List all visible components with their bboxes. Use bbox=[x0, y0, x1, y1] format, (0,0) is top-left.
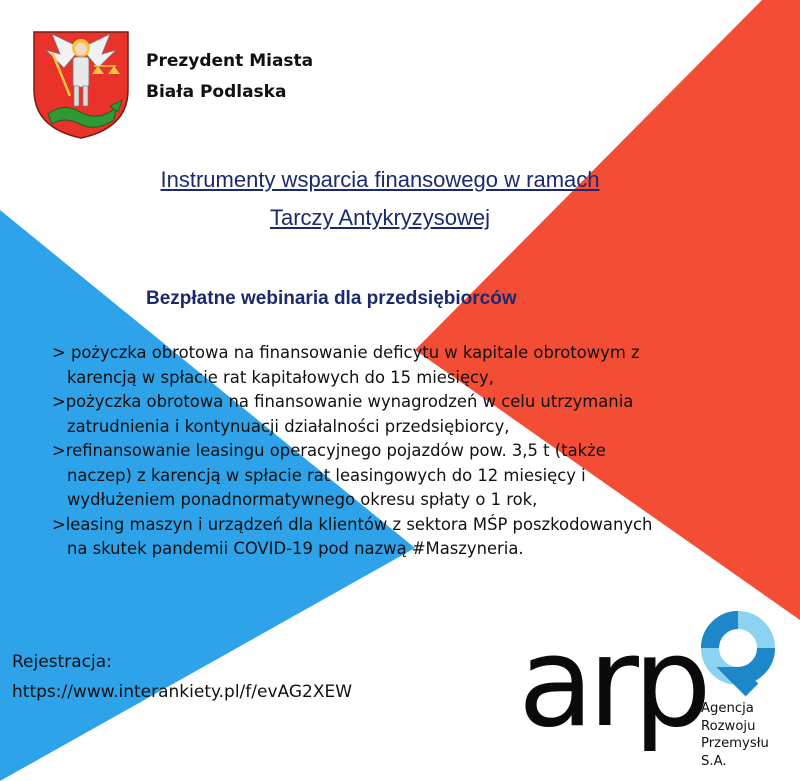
bullet-line: > pożyczka obrotowa na finansowanie deficytu w kapitale obrotowym z bbox=[52, 343, 640, 362]
bullet-list bbox=[52, 341, 652, 562]
bullet-item bbox=[52, 390, 652, 439]
bullet-line: naczep) z karencją w spłacie rat leasingowych do 12 miesięcy i bbox=[67, 465, 586, 485]
arp-tagline bbox=[701, 700, 769, 770]
bullet-item bbox=[52, 513, 652, 562]
bullet-item bbox=[52, 341, 652, 390]
bullet-line: zatrudnienia i kontynuacji działalności przedsiębiorcy, bbox=[67, 416, 510, 436]
main-title-line-1: Instrumenty wsparcia finansowego w ramach bbox=[160, 167, 600, 192]
arp-tagline-line: Agencja bbox=[701, 701, 754, 716]
arp-logo-word: arp bbox=[518, 611, 706, 755]
coat-of-arms-icon bbox=[30, 28, 132, 140]
header-title bbox=[146, 46, 313, 108]
subtitle: Bezpłatne webinaria dla przedsiębiorców bbox=[146, 288, 517, 309]
registration-url: https://www.interankiety.pl/f/evAG2XEW bbox=[12, 682, 353, 702]
registration-label: Rejestracja: bbox=[12, 652, 112, 672]
bullet-item bbox=[52, 439, 652, 513]
arp-tagline-line: S.A. bbox=[701, 753, 727, 769]
arp-tagline-line: Rozwoju bbox=[701, 718, 756, 734]
registration-block bbox=[12, 647, 352, 707]
bullet-line: karencją w spłacie rat kapitałowych do 15 miesięcy, bbox=[67, 367, 494, 387]
bullet-line: na skutek pandemii COVID-19 pod nazwą #Maszyneria. bbox=[67, 539, 524, 558]
header-line-1: Prezydent Miasta bbox=[146, 51, 314, 71]
bullet-line: >refinansowanie leasingu operacyjnego pojazdów pow. 3,5 t (także bbox=[52, 441, 606, 460]
bullet-line: >leasing maszyn i urządzeń dla klientów z sektora MŚP poszkodowanych bbox=[52, 514, 653, 534]
arp-tagline-line: Przemysłu bbox=[701, 736, 769, 751]
header-line-2: Biała Podlaska bbox=[146, 82, 287, 102]
bullet-line: >pożyczka obrotowa na finansowanie wynagrodzeń w celu utrzymania bbox=[52, 392, 634, 411]
bullet-line: wydłużeniem ponadnormatywnego okresu spłaty o 1 rok, bbox=[67, 490, 538, 509]
main-title-line-2: Tarczy Antykryzysowej bbox=[269, 205, 491, 230]
